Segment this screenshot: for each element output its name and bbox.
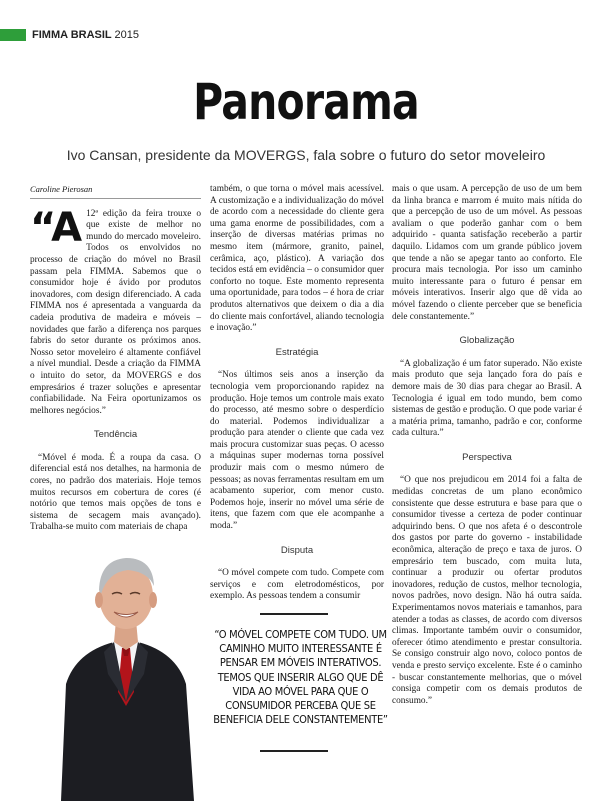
estrategia-paragraph: “Nos últimos seis anos a inserção da tecnologia vem proporcionando rapidez na produção. Hoje temos um controle mais exato do processo, até mesmo sobre o desperdício do material. Podemos individualizar a produção para atender o cliente que cada vez mais procura customizar suas peças. O acesso a máquinas super modernas torna possível produzir mais com o mesmo número de pessoas; as novas ferramentas resultam em um acabamento superior, com menor custo. Podemos hoje, inserir no móvel uma série de itens, que fazem com que ele acompanhe a moda.” <box>210 370 384 532</box>
running-header <box>32 29 139 41</box>
pullquote-top-rule <box>260 613 328 615</box>
pullquote-bottom-rule <box>260 750 328 752</box>
column-2-continuation: também, o que torna o móvel mais acessível. A customização e a individualização do móvel de acordo com a necessidade do cliente gera uma gama enorme de possibilidades, com a inserção de diversas matérias primas no mesmo item (mármore, granito, painel, cerâmica, aço, plástico). A variação dos tecidos está em evidência – o consumidor quer conforto no toque. Este momento representa uma oportunidade, para todos – é hora de criar produtos alternativos que deixem o dia a dia do cliente mais confortável, aliando tecnologia e inovação.” <box>210 184 384 334</box>
intro-text: 12ª edição da feira trouxe o que existe de melhor no mundo do mercado moveleiro. Todos os envolvidos no processo de criação do móvel no Brasil passam pela FIMMA. Sabemos que o consumidor hoje é ávido por produtos inovadores, com design diferenciado. A cada FIMMA nos é apresentada a vanguarda da cadeia produtiva de madeira e móveis – novidades que farão a diferença nos parques fabris do setor durante os próximos anos. Nosso setor moveleiro é altamente confiável a nível mundial. Desde a criação da FIMMA o intuito do setor, da MOVERGS e dos empresários é trazer soluções e apresentar confiabilidade. Na Feira oportunizamos os melhores negócios.” <box>30 208 201 416</box>
column-3 <box>392 184 582 707</box>
pull-quote: “O MÓVEL COMPETE COM TUDO. UM CAMINHO MUITO INTERESSANTE É PENSAR EM MÓVEIS INTERATIVOS. TEMOS QUE INSERIR ALGO QUE DÊ VIDA AO MÓVEL PARA QUE O CONSUMIDOR PERCEBA QUE SE BENEFICIA DELE CONSTANTEMENTE” <box>213 628 388 727</box>
dropcap: “A <box>30 204 83 251</box>
globalizacao-paragraph: “A globalização é um fator superado. Não existe mais produto que seja lançado fora do país e demore mais de 30 dias para chegar ao Brasil. A Tecnologia é igual em todo mundo, bem como sistemas de gestão e produção. O que pode variar é a matéria prima, tamanho, padrão e cor, conforme cada cultura.” <box>392 358 583 439</box>
page-title: Panorama <box>193 73 419 131</box>
portrait-photo <box>56 524 196 801</box>
section-heading-tendencia: Tendência <box>93 429 138 441</box>
section-heading-perspectiva: Perspectiva <box>462 451 512 463</box>
section-heading-disputa: Disputa <box>280 544 314 556</box>
header-color-bar <box>0 29 26 41</box>
author-byline: Caroline Pierosan <box>30 184 201 199</box>
intro-paragraph <box>30 204 201 418</box>
section-heading-globalizacao: Globalização <box>459 335 515 347</box>
section-heading-estrategia: Estratégia <box>275 346 319 358</box>
perspectiva-paragraph: “O que nos prejudicou em 2014 foi a falta de medidas concretas de um plano econômico consistente que desse estrutura e base para que o consumidor tivesse a certeza de poder continuar adquirindo bens. O que nos afeta é o descontrole dos gastos por parte do governo - instabilidade econômica, alteração de preço e taxa de juros. O empresário tem buscado, com muita luta, continuar a produzir ou ofertar produtos inovadores, redução de custos, melhor tecnologia, novos padrões, novo design. Não há outra saída. Experimentamos novos materiais e tamanhos, para atender a todas as classes, de acordo com diversos climas. Importante também ouvir o consumidor, oferecer ótimo atendimento e prestar consultoria. Se consigo construir algo novo, coloco pontos de venda e presto serviço excelente. Este é o caminho - buscar constantemente melhorias, que o móvel consiga competir com os demais produtos de consumo.” <box>392 475 582 706</box>
column-3-continuation: mais o que usam. A percepção de uso de um bem da linha branca e marrom é muito mais nítida do que a percepção de uso de um móvel. As pessoas avaliam o que poderão ganhar com o bem adquirido - quanta satisfação receberão a partir daquilo. Lidamos com um grande público jovem que tende a não se apegar tanto ao conforto. Ele procura mais tecnologia. Por isso um caminho muito interessante para o futuro é pensar em móveis interativos. Inserir algo que dê vida ao móvel fazendo o cliente perceber que se beneficia dele constantemente.” <box>392 184 582 322</box>
tendencia-paragraph: “Móvel é moda. É a roupa da casa. O diferencial está nos detalhes, na harmonia de cores, no padrão dos materiais. Hoje temos muitos recursos em cobertura de cores (é notório que temos mais opções de tons e sistema de secagem mais avançado). Trabalha-se muito com materiais de chapa <box>30 452 201 533</box>
page-subtitle: Ivo Cansan, presidente da MOVERGS, fala sobre o futuro do setor moveleiro <box>66 147 546 163</box>
column-2 <box>210 184 384 603</box>
header-brand: FIMMA BRASIL <box>32 29 112 41</box>
header-year: 2015 <box>114 29 139 41</box>
column-1 <box>30 184 201 534</box>
disputa-paragraph: “O móvel compete com tudo. Compete com serviços e com eletrodomésticos, por exemplo. As pessoas tendem a consumir <box>210 568 384 602</box>
